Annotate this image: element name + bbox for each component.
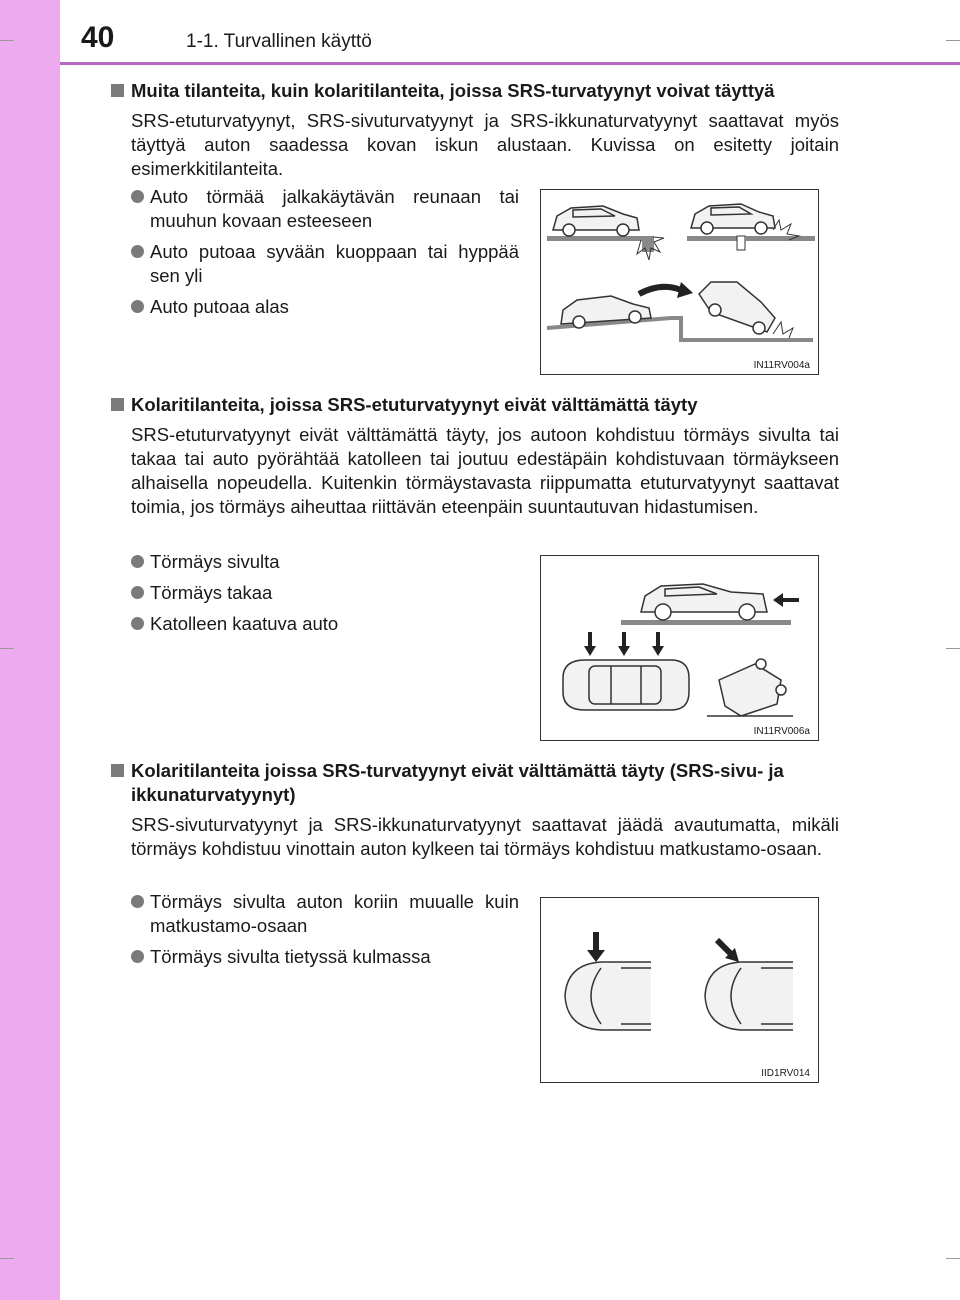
list-item-text: Törmäys sivulta [150,551,280,572]
figure-side-impact-angle [540,897,819,1083]
list-item [131,240,519,288]
figure-code: IN11RV004a [753,360,810,371]
list-item-text: Törmäys sivulta auton koriin muualle kuin matkustamo-osaan [150,891,519,936]
figure-code: IN11RV006a [753,726,810,737]
section-heading [111,393,839,417]
list-item-text: Törmäys takaa [150,582,273,603]
arrow-down-icon [584,632,664,656]
list-item-text: Auto törmää jalkakäytävän reunaan tai muuhun kovaan esteeseen [150,186,519,231]
bullet-dot-icon [131,617,144,630]
list-item-text: Auto putoaa alas [150,296,289,317]
crop-mark [0,648,14,649]
figure-non-frontal-collision [540,555,819,741]
heading-text: Kolaritilanteita, joissa SRS-etuturvatyynyt eivät välttämättä täyty [131,394,698,415]
heading-square-icon [111,398,124,411]
section-1 [111,79,839,181]
section-title: 1-1. Turvallinen käyttö [186,31,372,52]
bullet-dot-icon [131,245,144,258]
side-tab-bar [0,0,60,1300]
ground-impact-illustration [541,190,818,374]
bullet-list [131,550,519,643]
section-paragraph: SRS-sivuturvatyynyt ja SRS-ikkunaturvatyynyt saattavat jäädä avautumatta, mikäli törmäys kohdistuu vinottain auton kylkeen tai törmäys kohdistuu matkustamo-osaan. [131,814,839,859]
arrow-down-icon [587,932,605,962]
figure-code: IID1RV014 [761,1068,810,1079]
section-heading [111,759,839,807]
list-item-text: Törmäys sivulta tietyssä kulmassa [150,946,431,967]
car-tilted-icon [699,282,775,334]
car-rollover-icon [719,659,786,716]
bullet-dot-icon [131,555,144,568]
car-side-icon [691,204,775,234]
bullet-dot-icon [131,300,144,313]
arrow-diagonal-icon [717,940,739,962]
heading-square-icon [111,764,124,777]
car-front-top-view-icon [565,962,651,1030]
bullet-list [131,890,519,976]
page-number: 40 [81,21,115,54]
bullet-dot-icon [131,895,144,908]
crop-mark [946,1258,960,1259]
car-side-icon [553,206,639,236]
section-paragraph: SRS-etuturvatyynyt, SRS-sivuturvatyynyt ja SRS-ikkunaturvatyynyt saattavat myös täyttyä auton saadessa kovan iskun alustaan. Kuvissa on esitetty joitain esimerkkitilanteita. [131,110,839,179]
list-item [131,185,519,233]
crop-mark [946,40,960,41]
section-paragraph: SRS-etuturvatyynyt eivät välttämättä täyty, jos autoon kohdistuu törmäys sivulta tai takaa tai auto pyörähtää katolleen tai joutuu edestäpäin kohdistuvaan törmäykseen alhaisella nopeudella. Kuitenkin törmäystavasta riippumatta etuturvatyynyt saattavat toimia, jos törmäys aiheuttaa riittävän eteenpäin suuntautuvan hidastumisen. [131,424,839,517]
bullet-dot-icon [131,190,144,203]
heading-text: Kolaritilanteita joissa SRS-turvatyynyt eivät välttämättä täyty (SRS-sivu- ja ikkunaturvatyynyt) [131,760,784,805]
section-heading [111,79,839,103]
car-side-icon [641,584,767,620]
list-item-text: Katolleen kaatuva auto [150,613,339,634]
side-impact-angle-illustration [541,898,818,1082]
list-item [131,612,519,636]
list-item [131,890,519,938]
car-top-view-icon [563,660,689,710]
bullet-dot-icon [131,586,144,599]
list-item [131,945,519,969]
section-2 [111,393,839,519]
crop-mark [946,648,960,649]
list-item [131,295,519,319]
bullet-dot-icon [131,950,144,963]
crop-mark [0,40,14,41]
figure-ground-impact [540,189,819,375]
non-frontal-collision-illustration [541,556,818,740]
list-item-text: Auto putoaa syvään kuoppaan tai hyppää sen yli [150,241,519,286]
heading-square-icon [111,84,124,97]
header-rule [60,62,960,65]
heading-text: Muita tilanteita, kuin kolaritilanteita, joissa SRS-turvatyynyt voivat täyttyä [131,80,775,101]
crop-mark [0,1258,14,1259]
car-front-top-view-icon [705,962,793,1030]
section-3 [111,759,839,861]
list-item [131,581,519,605]
bullet-list [131,185,519,326]
list-item [131,550,519,574]
